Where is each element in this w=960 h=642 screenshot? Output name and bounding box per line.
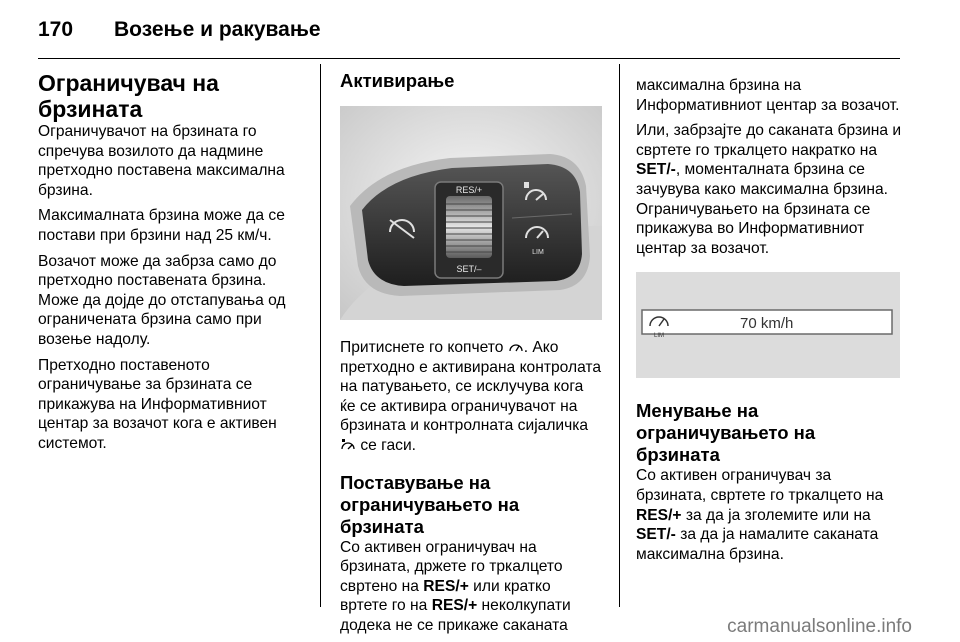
- set-minus-label: SET/–: [456, 264, 482, 274]
- column-2: [340, 70, 602, 642]
- heading-setting: Поставување на ограничувањето на брзината: [340, 471, 520, 537]
- set-minus-text: SET/-: [636, 161, 676, 179]
- res-plus-text-2: RES/+: [431, 597, 478, 615]
- speed-limiter-icon: [508, 340, 524, 354]
- driver-info-display: [636, 272, 900, 378]
- paragraph-intro: Ограничувачот на брзината го спречува возилото да надмине претходно поставена максимална брзина.: [38, 123, 285, 199]
- page-number: 170: [38, 18, 74, 41]
- watermark: carmanualsonline.info: [727, 616, 912, 637]
- paragraph-min-speed: Максималната брзина може да се постави при брзини над 25 км/ч.: [38, 207, 285, 244]
- column-divider-1: [320, 64, 321, 607]
- heading-activation: Активирање: [340, 70, 455, 91]
- column-divider-2: [619, 64, 620, 607]
- page-header: [38, 10, 321, 50]
- lim-label: LIM: [532, 249, 544, 256]
- set-minus-text-2: SET/-: [636, 526, 676, 544]
- paragraph-continuation: максимална брзина на Информативниот центар за возачот.: [636, 77, 900, 114]
- column-1: [38, 70, 300, 460]
- paragraph-accelerate: Возачот може да забрза само до претходно поставената брзина. Може да дојде до отстапувања од ограничената брзина само при возење надолу.: [38, 252, 286, 348]
- display-lim-label: LIM: [653, 333, 665, 340]
- paragraph-setting: Со активен ограничувач на брзината, држете го тркалцето свртено на RES/+ или кратко вртете го на RES/+ неколкупати додека не се прикаже саканата: [340, 538, 571, 634]
- chapter-title: Возење и ракување: [114, 18, 321, 41]
- paragraph-accelerate-set: Или, забрзајте до саканата брзина и свртете го тркалцето накратко на SET/-, моменталната брзина се зачувува како максимална брзина. Ограничувањето на брзината се прикажува во Информативниот центар за возачот.: [636, 122, 902, 257]
- column-3: [636, 76, 904, 570]
- thumbwheel[interactable]: [446, 196, 492, 258]
- paragraph-change: Со активен ограничувач за брзината, свртете го тркалцето на RES/+ за да ја зголемите или на SET/- за да ја намалите саканата максимална брзина.: [636, 467, 884, 563]
- header-rule: [38, 58, 900, 59]
- display-speed: 70 km/h: [740, 315, 794, 333]
- cruise-control-lamp-icon: [340, 438, 356, 452]
- res-plus-text-3: RES/+: [636, 506, 682, 524]
- steering-wheel-controls-photo: [340, 106, 602, 320]
- section-title: Ограничувач на брзината: [38, 70, 219, 122]
- heading-change: Менување на ограничувањето на брзината: [636, 400, 816, 466]
- paragraph-activation: Притиснете го копчето . Ако претходно е активирана контролата на патувањето, се исклучува кога ќе се активира ограничувачот на брзината и контролната сијаличка се гаси.: [340, 339, 602, 454]
- paragraph-display: Претходно поставеното ограничување за брзината се прикажува на Информативниот центар за возачот кога е активен системот.: [38, 356, 277, 452]
- res-plus-text: RES/+: [423, 577, 469, 595]
- res-plus-label: RES/+: [455, 185, 483, 195]
